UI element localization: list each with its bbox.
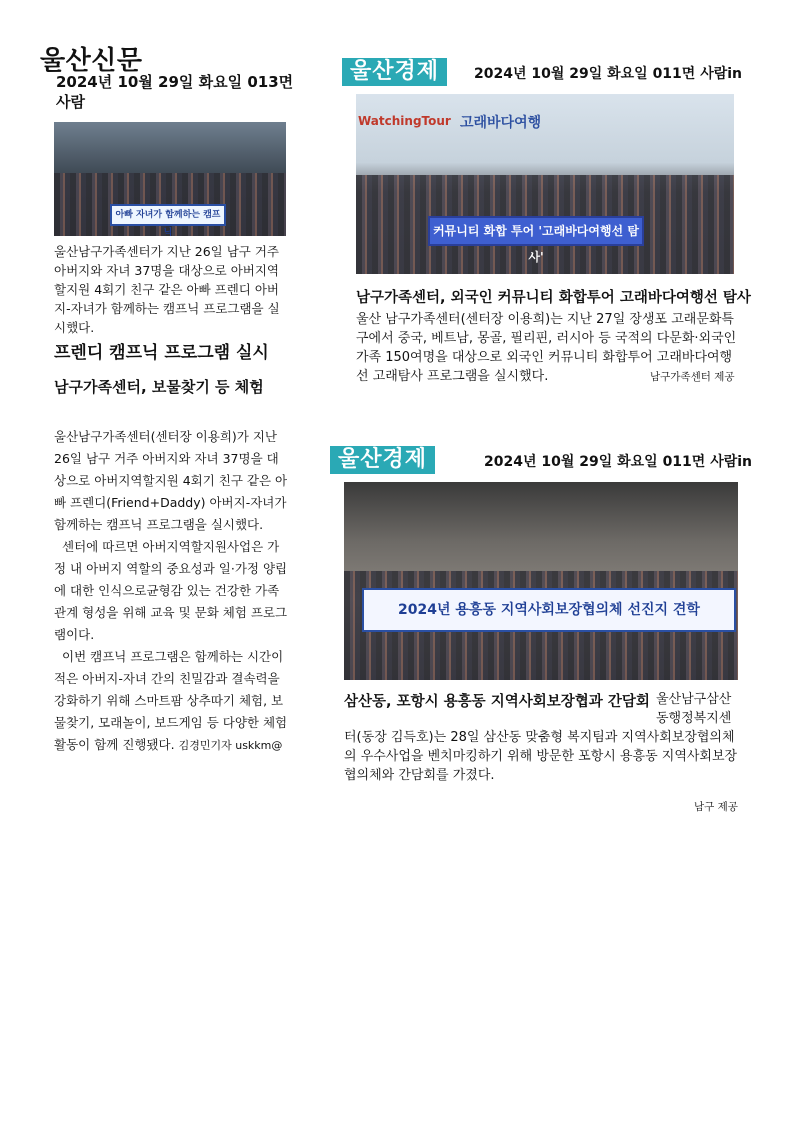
- photo-banner: 2024년 용흥동 지역사회보장협의체 선진지 견학: [362, 588, 736, 632]
- byline: 김경민기자 uskkm@: [178, 739, 283, 752]
- right-top-photo: [356, 94, 734, 274]
- right-top-headline: 남구가족센터, 외국인 커뮤니티 화합투어 고래바다여행선 탐사: [356, 290, 751, 306]
- left-article-photo: [54, 122, 286, 236]
- paragraph-3-text: 이번 캠프닉 프로그램은 함께하는 시간이 적은 아버지-자녀 간의 친밀감과 결속력을 강화하기 위해 스마트팜 상추따기 체험, 보물찾기, 모래놀이, 보드게임 등 다양한 체험활동이 함께 진행됐다.: [54, 649, 288, 752]
- right-bottom-headline: 삼산동, 포항시 용흥동 지역사회보장협과 간담회: [344, 694, 650, 710]
- ship-sign-korean: 고래바다여행: [460, 115, 542, 131]
- article-paragraph-3: [54, 646, 290, 757]
- right-bottom-photo: [344, 482, 738, 680]
- left-headline: 프렌디 캠프닉 프로그램 실시: [54, 343, 269, 363]
- section-badge: 울산경제: [330, 446, 435, 474]
- left-photo-caption: 울산남구가족센터가 지난 26일 남구 거주 아버지와 자녀 37명을 대상으로 아버지역할지원 4회기 친구 같은 아빠 프렌디 아버지-자녀가 함께하는 캠프닉 프로그램을 실시했다.: [54, 244, 280, 335]
- ship-sign-text: WatchingTour: [358, 114, 451, 128]
- left-date-line: 2024년 10월 29일 화요일 013면 사람: [56, 73, 294, 111]
- right-top-date-line: 2024년 10월 29일 화요일 011면 사람in: [474, 66, 743, 82]
- newspaper-name: 울산신문: [40, 46, 143, 76]
- photo-banner: 커뮤니티 화합 투어 '고래바다여행선 탐사': [428, 216, 644, 246]
- left-article-body: [54, 426, 290, 757]
- right-bottom-date-line: 2024년 10월 29일 화요일 011면 사람in: [484, 454, 753, 470]
- article-paragraph-1: 울산남구가족센터(센터장 이용희)가 지난 26일 남구 거주 아버지와 자녀 37명을 대상으로 아버지역할지원 4회기 친구 같은 아빠 프렌디(Friend+Daddy) 아버지-자녀가 함께하는 캠프닉 프로그램을 실시했다.: [54, 429, 288, 532]
- article-paragraph-2: 센터에 따르면 아버지역할지원사업은 가정 내 아버지 역할의 중요성과 일·가정 양립에 대한 인식으로균형감 있는 건강한 가족관계 형성을 위해 교육 및 문화 체험 프로그램이다.: [54, 539, 288, 642]
- photo-banner: 아빠 자녀가 함께하는 캠프닉: [110, 204, 226, 226]
- photo-credit: 남구 제공: [694, 801, 738, 813]
- right-bottom-body: 터(동장 김득호)는 28일 삼산동 맞춤형 복지팀과 지역사회보장협의체의 우수사업을 벤치마킹하기 위해 방문한 포항시 용흥동 지역사회보장협의체와 간담회를 가졌다.: [344, 730, 738, 783]
- section-badge: 울산경제: [342, 58, 447, 86]
- left-subhead: 남구가족센터, 보물찾기 등 체험: [54, 378, 264, 396]
- right-top-body: 울산 남구가족센터(센터장 이용희)는 지난 27일 장생포 고래문화특구에서 중국, 베트남, 몽골, 필리핀, 러시아 등 국적의 다문화·외국인 가족 150여명을 대상으로 외국인 커뮤니티 화합투어 고래바다여행선 고래탐사 프로그램을 실시했다.: [356, 312, 737, 384]
- photo-credit: 남구가족센터 제공: [650, 371, 735, 383]
- right-bottom-side-text: 울산남구삼산동행정복지센: [656, 692, 732, 726]
